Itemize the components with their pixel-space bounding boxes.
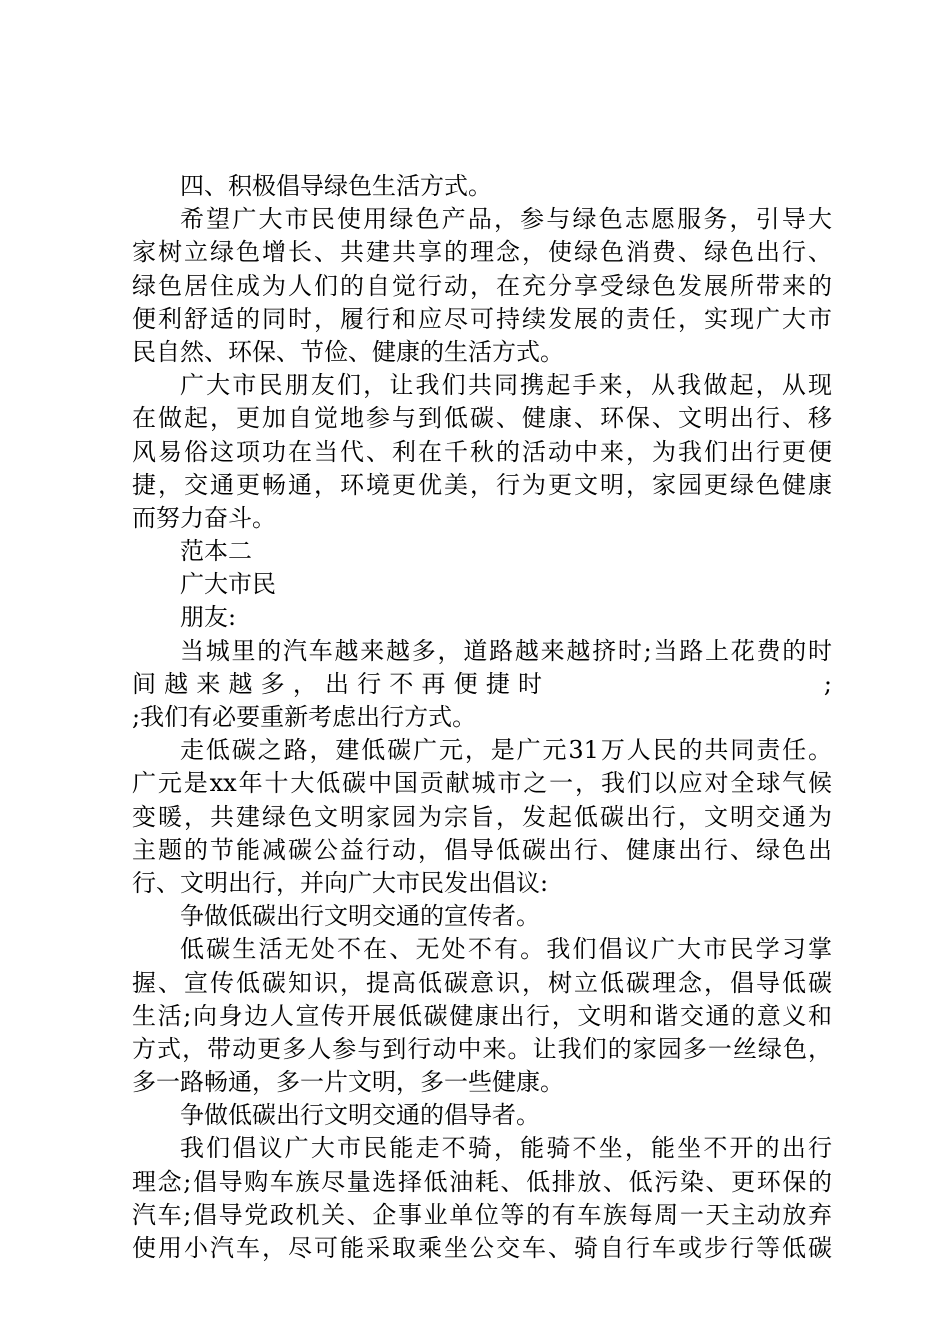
text-line: ;我们有必要重新考虑出行方式。 [132,703,477,731]
document-page [132,170,832,1265]
text-line: 生活;向身边人宣传开展低碳健康出行，文明和谐交通的意义和 [132,1001,832,1030]
text-line: 理念;倡导购车族尽量选择低油耗、低排放、低污染、更环保的 [132,1167,832,1196]
text-line: 广大市民朋友们，让我们共同携起手来，从我做起，从现 [180,371,832,400]
text-line: 方式，带动更多人参与到行动中来。让我们的家园多一丝绿色， [132,1034,832,1063]
text-line: 当城里的汽车越来越多，道路越来越挤时;当路上花费的时 [180,636,832,665]
text-line: 行、文明出行，并向广大市民发出倡议: [132,868,549,897]
text-line: 民自然、环保、节俭、健康的生活方式。 [132,337,564,366]
text-line: 走低碳之路，建低碳广元，是广元31万人民的共同责任。 [180,736,832,765]
text-line-trailing: ; [823,669,832,698]
text-line: 四、积极倡导绿色生活方式。 [180,172,492,200]
text-line: 朋友: [180,603,237,632]
text-line [132,668,832,701]
text-line: 主题的节能减碳公益行动，倡导低碳出行、健康出行、绿色出 [132,835,832,864]
text-line: 便利舒适的同时，履行和应尽可持续发展的责任，实现广大市 [132,304,832,333]
text-line: 低碳生活无处不在、无处不有。我们倡议广大市民学习掌 [180,935,832,964]
text-line: 广大市民 [180,570,276,599]
text-line: 在做起，更加自觉地参与到低碳、健康、环保、文明出行、移 [132,404,832,433]
text-line: 绿色居住成为人们的自觉行动，在充分享受绿色发展所带来的 [132,271,832,300]
text-line: 风易俗这项功在当代、利在千秋的活动中来，为我们出行更便 [132,437,832,466]
text-line: 变暖，共建绿色文明家园为宗旨，发起低碳出行，文明交通为 [132,802,832,831]
text-line: 捷，交通更畅通，环境更优美，行为更文明，家园更绿色健康 [132,470,832,499]
text-line: 汽车;倡导党政机关、企事业单位等的有车族每周一天主动放弃 [132,1200,832,1229]
text-line: 范本二 [180,537,252,566]
text-line: 握、宣传低碳知识，提高低碳意识，树立低碳理念，倡导低碳 [132,968,832,997]
text-line: 我们倡议广大市民能走不骑，能骑不坐，能坐不开的出行 [180,1134,832,1163]
text-line: 而努力奋斗。 [132,503,276,532]
text-line: 希望广大市民使用绿色产品，参与绿色志愿服务，引导大 [180,205,832,234]
text-line: 多一路畅通，多一片文明，多一些健康。 [132,1068,564,1097]
text-line: 争做低碳出行文明交通的倡导者。 [180,1101,540,1130]
text-line-main: 间越来越多，出行不再便捷时 [132,669,542,698]
text-line: 广元是xx年十大低碳中国贡献城市之一，我们以应对全球气候 [132,769,832,798]
text-line: 争做低碳出行文明交通的宣传者。 [180,902,540,931]
text-line: 使用小汽车，尽可能采取乘坐公交车、骑自行车或步行等低碳 [132,1234,832,1262]
text-line: 家树立绿色增长、共建共享的理念，使绿色消费、绿色出行、 [132,238,832,267]
